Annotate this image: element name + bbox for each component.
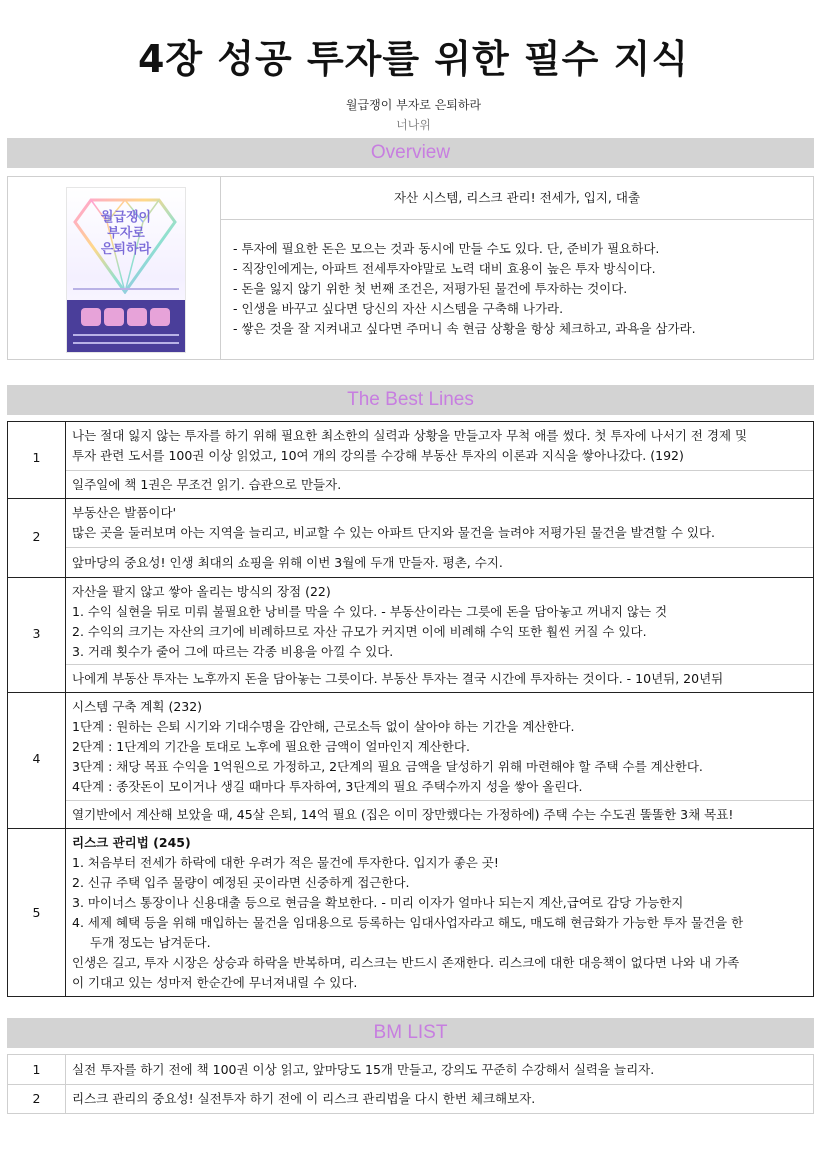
overview-section-header: Overview (7, 138, 814, 168)
overview-point: - 직장인에게는, 아파트 전세투자야말로 노력 대비 효용이 높은 투자 방식이다. (233, 261, 656, 276)
row-number: 1 (32, 450, 41, 465)
row-number-cell (8, 578, 66, 692)
table-row (8, 578, 813, 692)
row-number: 3 (32, 626, 41, 641)
bm-list-table (7, 1054, 814, 1114)
book-cover-cell (8, 177, 221, 359)
table-row (8, 1084, 813, 1113)
row-note: 앞마당의 중요성! 인생 최대의 쇼핑을 위해 이번 3월에 두개 만들자. 평촌, 수지. (66, 547, 813, 577)
quote-line: 1. 수익 실현을 뒤로 미뤄 불필요한 낭비를 막을 수 있다. - 부동산이라는 그릇에 돈을 담아놓고 꺼내지 않는 것 (72, 604, 668, 619)
quote-line: 투자 관련 도서를 100권 이상 읽었고, 10여 개의 강의를 수강해 부동산 투자의 이론과 지식을 쌓아나갔다. (192) (72, 448, 684, 463)
table-row (8, 829, 813, 996)
row-quote (66, 503, 813, 543)
bm-item-text: 리스크 관리의 중요성! 실전투자 하기 전에 이 리스크 관리법을 다시 한번 체크해보자. (72, 1091, 536, 1106)
table-row (8, 422, 813, 498)
cover-stamp (127, 308, 147, 326)
overview-point: - 쌓은 것을 잘 지켜내고 싶다면 주머니 속 현금 상황을 항상 체크하고, 과욕을 삼가라. (233, 321, 696, 336)
row-number: 4 (32, 751, 41, 766)
bm-list-section-header: BM LIST (7, 1018, 814, 1048)
row-quote (66, 426, 813, 466)
table-row (8, 693, 813, 828)
quote-line: 2. 신규 주택 입주 물량이 예정된 곳이라면 신중하게 접근한다. (72, 875, 410, 890)
row-quote (66, 582, 813, 662)
cover-title-line-3: 은퇴하라 (100, 242, 152, 257)
quote-line: 4. 세제 혜택 등을 위해 매입하는 물건을 임대용으로 등록하는 임대사업자라고 해도, 매도해 현금화가 가능한 투자 물건을 한 (72, 915, 744, 930)
row-number-cell (8, 829, 66, 996)
row-note: 나에게 부동산 투자는 노후까지 돈을 담아놓는 그릇이다. 부동산 투자는 결국 시간에 투자하는 것이다. - 10년뒤, 20년뒤 (66, 664, 813, 692)
bm-item-text: 실전 투자를 하기 전에 책 100권 이상 읽고, 앞마당도 15개 만들고, 강의도 꾸준히 수강해서 실력을 늘리자. (72, 1062, 655, 1077)
quote-line: 많은 곳을 둘러보며 아는 지역을 늘리고, 비교할 수 있는 아파트 단지와 물건을 늘려야 저평가된 물건을 발견할 수 있다. (72, 525, 716, 540)
page-title: 4장 성공 투자를 위한 필수 지식 (137, 37, 690, 81)
cover-stamp (104, 308, 124, 326)
row-number: 5 (32, 905, 41, 920)
overview-points (233, 239, 808, 339)
row-quote (66, 833, 813, 993)
row-note: 열기반에서 계산해 보았을 때, 45살 은퇴, 14억 필요 (집은 이미 장만했다는 가정하에) 주택 수는 수도권 똘똘한 3채 목표! (66, 800, 813, 828)
book-title: 월급쟁이 부자로 은퇴하라 (345, 98, 482, 112)
quote-line: 인생은 길고, 투자 시장은 상승과 하락을 반복하며, 리스크는 반드시 존재한다. 리스크에 대한 대응책이 없다면 나와 내 가족 (72, 955, 740, 970)
overview-point: - 인생을 바꾸고 싶다면 당신의 자산 시스템을 구축해 나가라. (233, 301, 564, 316)
overview-point: - 투자에 필요한 돈은 모으는 것과 동시에 만들 수도 있다. 단, 준비가 필요하다. (233, 241, 660, 256)
cover-caption-line (73, 342, 179, 344)
quote-line: 리스크 관리법 (245) (72, 835, 191, 850)
overview-box (7, 176, 814, 360)
row-number-cell (8, 499, 66, 577)
quote-line: 2단계 : 1단계의 기간을 토대로 노후에 필요한 금액이 얼마인지 계산한다. (72, 739, 470, 754)
quote-line: 이 기대고 있는 성마저 한순간에 무너져내릴 수 있다. (72, 975, 358, 990)
cover-stamp (81, 308, 101, 326)
row-number-cell (8, 693, 66, 828)
book-author: 너나위 (396, 118, 431, 132)
quote-line: 시스템 구축 계획 (232) (72, 699, 203, 714)
book-cover-image (66, 187, 186, 353)
quote-line: 자산을 팔지 않고 쌓아 올리는 방식의 장점 (22) (72, 584, 331, 599)
overview-headline: 자산 시스템, 리스크 관리! 전세가, 입지, 대출 (221, 177, 813, 220)
best-lines-section-header: The Best Lines (7, 385, 814, 415)
quote-line: 4단계 : 종잣돈이 모이거나 생길 때마다 투자하여, 3단계의 필요 주택수까지 성을 쌓아 올린다. (72, 779, 583, 794)
quote-line: 두개 정도는 남겨둔다. (90, 935, 211, 950)
cover-stamp (150, 308, 170, 326)
table-row (8, 499, 813, 577)
cover-title-line-2: 부자로 (107, 226, 145, 241)
quote-line: 1. 처음부터 전세가 하락에 대한 우려가 적은 물건에 투자한다. 입지가 좋은 곳! (72, 855, 499, 870)
row-number: 2 (32, 529, 41, 544)
quote-line: 나는 절대 잃지 않는 투자를 하기 위해 필요한 최소한의 실력과 상황을 만들고자 무척 애를 썼다. 첫 투자에 나서기 전 경제 및 (72, 428, 748, 443)
overview-point: - 돈을 잃지 않기 위한 첫 번째 조건은, 저평가된 물건에 투자하는 것이다. (233, 281, 628, 296)
quote-line: 3. 마이너스 통장이나 신용대출 등으로 현금을 확보한다. - 미리 이자가 얼마나 되는지 계산,급여로 감당 가능한지 (72, 895, 684, 910)
row-quote (66, 697, 813, 797)
cover-caption-line (73, 334, 179, 336)
quote-line: 2. 수익의 크기는 자산의 크기에 비례하므로 자산 규모가 커지면 이에 비례해 수익 또한 훨씬 커질 수 있다. (72, 624, 647, 639)
quote-line: 1단계 : 원하는 은퇴 시기와 기대수명을 감안해, 근로소득 없이 살아야 하는 기간을 계산한다. (72, 719, 575, 734)
quote-line: 3. 거래 횟수가 줄어 그에 따르는 각종 비용을 아낄 수 있다. (72, 644, 394, 659)
cover-title-line-1: 월급쟁이 (100, 210, 152, 225)
quote-line: 부동산은 발품이다' (72, 505, 177, 520)
cover-band (67, 300, 185, 352)
row-number: 1 (8, 1055, 66, 1084)
row-number: 2 (8, 1084, 66, 1113)
row-note: 일주일에 책 1권은 무조건 읽기. 습관으로 만들자. (66, 470, 813, 498)
table-row (8, 1055, 813, 1084)
row-number-cell (8, 422, 66, 498)
quote-line: 3단계 : 채당 목표 수익을 1억원으로 가정하고, 2단계의 필요 금액을 달성하기 위해 마련해야 할 주택 수를 계산한다. (72, 759, 703, 774)
best-lines-table (7, 421, 814, 997)
cover-subtitle-line (73, 288, 179, 290)
